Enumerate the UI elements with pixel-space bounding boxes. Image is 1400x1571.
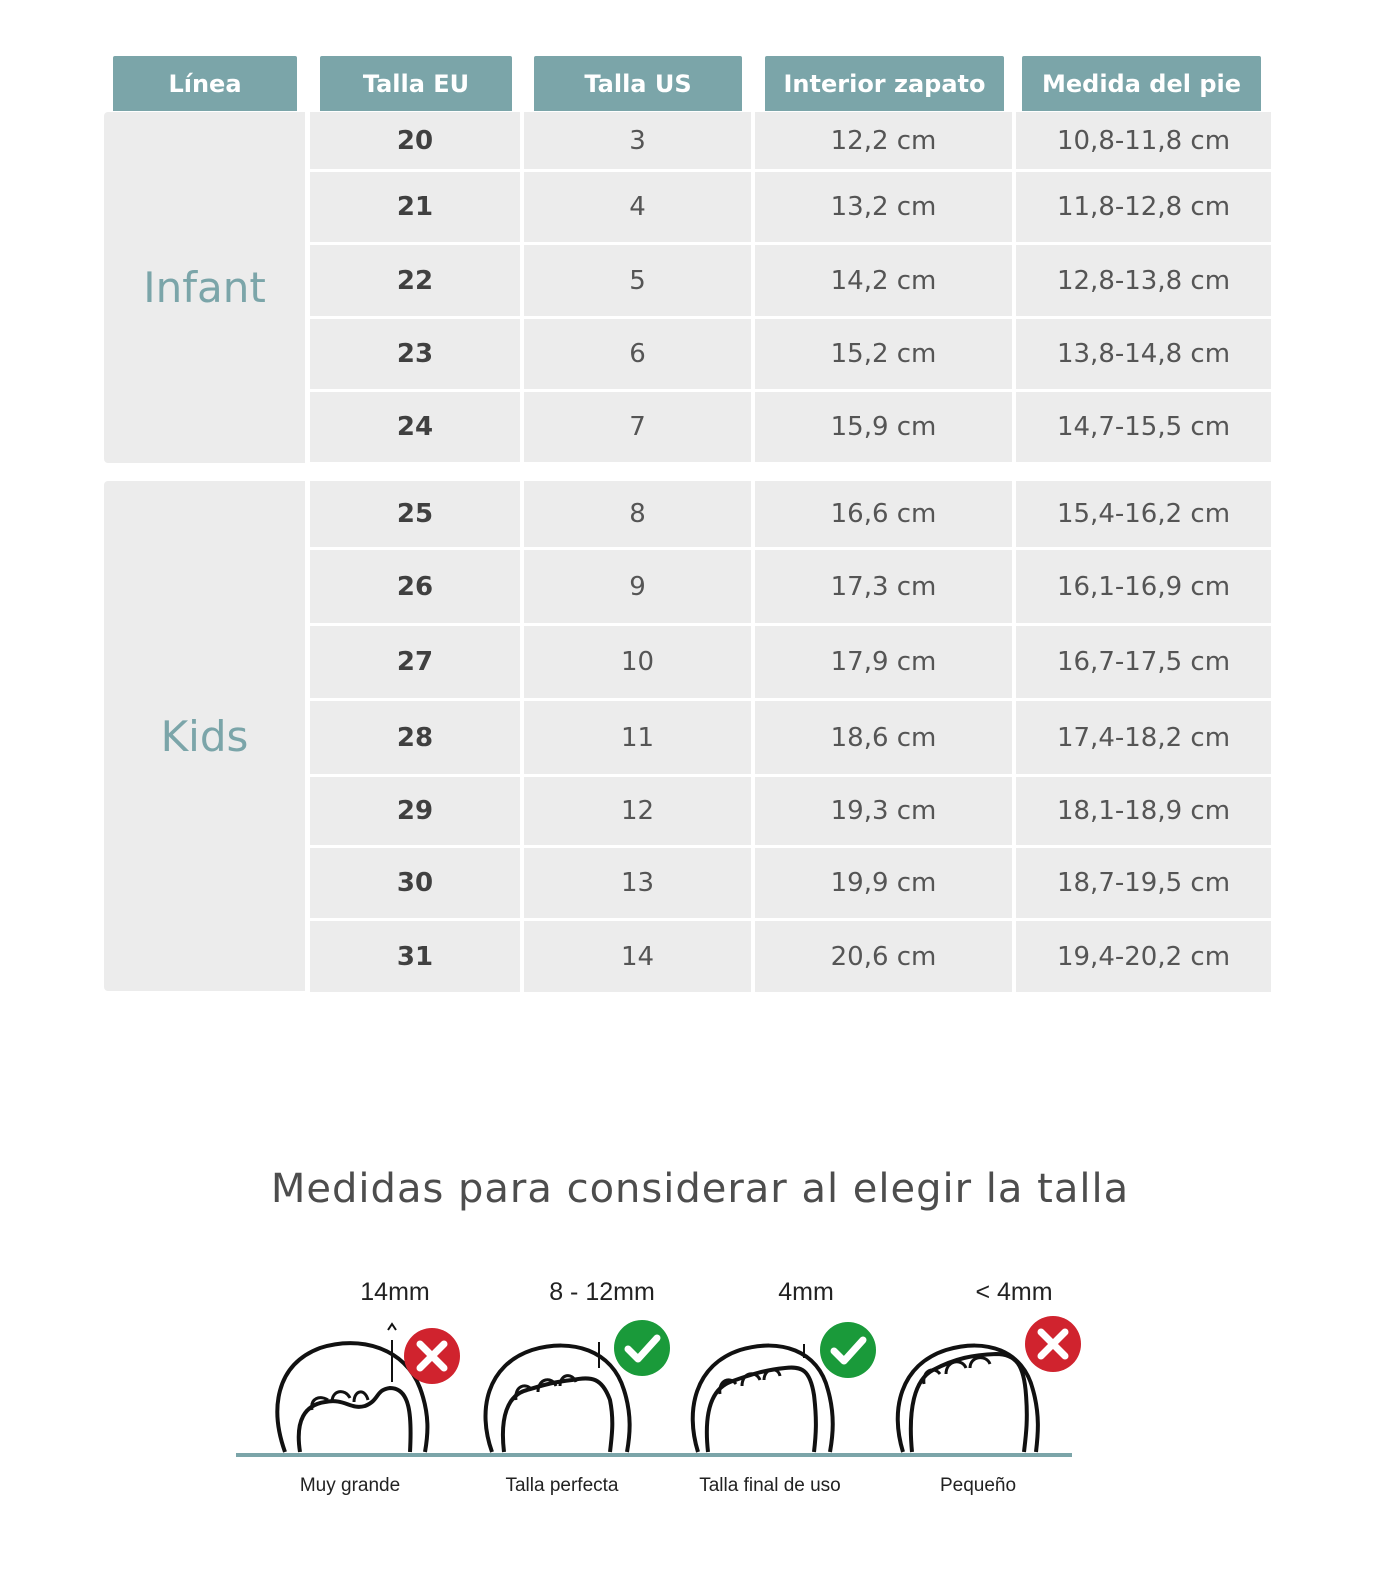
cell-eu: 30: [310, 848, 520, 918]
measure-label: 8 - 12mm: [549, 1278, 655, 1306]
cell-pie: 15,4-16,2 cm: [1016, 481, 1271, 547]
cell-interior: 12,2 cm: [755, 112, 1012, 169]
guide-item-pequeno: [878, 1270, 1078, 1520]
cell-pie: 18,7-19,5 cm: [1016, 848, 1271, 918]
guide-item-talla-perfecta: [462, 1270, 662, 1520]
cell-pie: 16,7-17,5 cm: [1016, 626, 1271, 698]
cross-icon: [1023, 1314, 1083, 1374]
cell-interior: 18,6 cm: [755, 701, 1012, 774]
cell-interior: 17,9 cm: [755, 626, 1012, 698]
cell-eu: 23: [310, 319, 520, 389]
guide-item-talla-final-de-uso: [670, 1270, 870, 1520]
caption: Talla final de uso: [699, 1475, 841, 1496]
cell-interior: 14,2 cm: [755, 245, 1012, 316]
caption: Talla perfecta: [505, 1475, 619, 1496]
header-talla-us: Talla US: [534, 56, 742, 111]
cell-pie: 11,8-12,8 cm: [1016, 172, 1271, 242]
cross-icon: [402, 1326, 462, 1386]
cell-pie: 16,1-16,9 cm: [1016, 550, 1271, 623]
cell-eu: 31: [310, 921, 520, 992]
cell-us: 6: [524, 319, 751, 389]
cell-interior: 19,3 cm: [755, 777, 1012, 845]
cell-eu: 22: [310, 245, 520, 316]
header-interior-zapato: Interior zapato: [765, 56, 1004, 111]
cell-us: 7: [524, 392, 751, 462]
header-talla-eu: Talla EU: [320, 56, 512, 111]
measure-label: < 4mm: [975, 1278, 1053, 1306]
cell-us: 14: [524, 921, 751, 992]
cell-us: 8: [524, 481, 751, 547]
cell-us: 11: [524, 701, 751, 774]
cell-pie: 13,8-14,8 cm: [1016, 319, 1271, 389]
cell-pie: 10,8-11,8 cm: [1016, 112, 1271, 169]
cell-pie: 12,8-13,8 cm: [1016, 245, 1271, 316]
cell-eu: 29: [310, 777, 520, 845]
group-label-infant: Infant: [104, 112, 305, 463]
cell-eu: 28: [310, 701, 520, 774]
header-medida-del-pie: Medida del pie: [1022, 56, 1261, 111]
cell-pie: 14,7-15,5 cm: [1016, 392, 1271, 462]
check-icon: [612, 1318, 672, 1378]
cell-eu: 27: [310, 626, 520, 698]
cell-us: 10: [524, 626, 751, 698]
cell-us: 5: [524, 245, 751, 316]
cell-eu: 20: [310, 112, 520, 169]
cell-eu: 24: [310, 392, 520, 462]
cell-us: 13: [524, 848, 751, 918]
cell-eu: 25: [310, 481, 520, 547]
cell-eu: 21: [310, 172, 520, 242]
cell-interior: 19,9 cm: [755, 848, 1012, 918]
caption: Muy grande: [299, 1475, 401, 1496]
cell-pie: 18,1-18,9 cm: [1016, 777, 1271, 845]
cell-eu: 26: [310, 550, 520, 623]
measure-label: 4mm: [778, 1278, 834, 1306]
header-linea: Línea: [113, 56, 297, 111]
cell-interior: 15,2 cm: [755, 319, 1012, 389]
cell-interior: 20,6 cm: [755, 921, 1012, 992]
cell-us: 3: [524, 112, 751, 169]
check-icon: [818, 1320, 878, 1380]
caption: Pequeño: [939, 1475, 1017, 1496]
cell-us: 4: [524, 172, 751, 242]
cell-interior: 15,9 cm: [755, 392, 1012, 462]
measure-label: 14mm: [360, 1278, 430, 1306]
cell-interior: 17,3 cm: [755, 550, 1012, 623]
guide-item-muy-grande: [250, 1270, 450, 1520]
cell-interior: 13,2 cm: [755, 172, 1012, 242]
cell-us: 9: [524, 550, 751, 623]
cell-interior: 16,6 cm: [755, 481, 1012, 547]
cell-us: 12: [524, 777, 751, 845]
cell-pie: 19,4-20,2 cm: [1016, 921, 1271, 992]
group-label-kids: Kids: [104, 481, 305, 991]
cell-pie: 17,4-18,2 cm: [1016, 701, 1271, 774]
guide-title: Medidas para considerar al elegir la talla: [270, 1166, 1130, 1212]
